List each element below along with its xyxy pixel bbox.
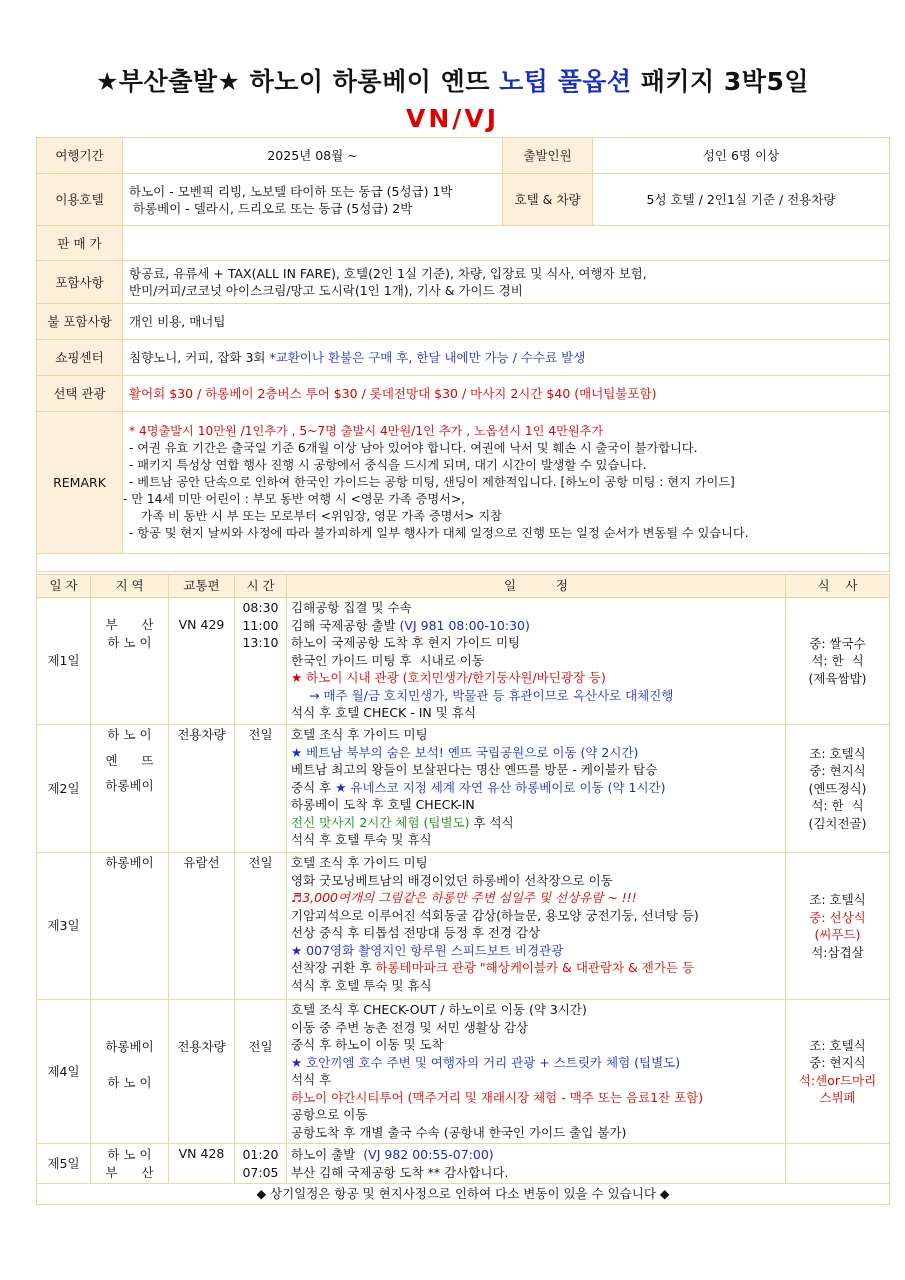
remark-line: 가족 비 동반 시 부 또는 모로부터 <위임장, 영문 가족 증명서> 지참 xyxy=(129,509,502,523)
schedule-table xyxy=(36,574,890,1205)
itinerary-line: 중식 후 하노이 이동 및 도착 xyxy=(291,1037,444,1052)
day5-times xyxy=(235,1144,287,1184)
day2-label: 제2일 xyxy=(37,725,91,853)
meal: 조: 호텔식 xyxy=(809,745,866,761)
day3-area: 하롱베이 xyxy=(91,853,169,1000)
itinerary-line: 호텔 조식 후 가이드 미팅 xyxy=(291,727,428,742)
remark-line: * 4명출발시 10만원 /1인추가 , 5~7명 출발시 4만원/1인 추가 , 노옵션시 1인 4만원추가 xyxy=(129,424,604,438)
meal: 석:센or드마리 xyxy=(798,1072,877,1088)
itinerary-highlight: 전신 맛사지 2시간 체험 (팁별도) xyxy=(291,814,470,830)
day2-time: 전일 xyxy=(235,725,287,853)
title-text-2: 패키지 3박5일 xyxy=(631,67,809,96)
flight-info: (VJ 982 00:55-07:00) xyxy=(363,1147,494,1162)
meal: 조: 호텔식 xyxy=(809,892,866,907)
itinerary-line: → 매주 월/금 호치민생가, 박물관 등 휴관이므로 옥산사로 대체진행 xyxy=(309,687,674,703)
header-date: 일 자 xyxy=(37,575,91,598)
price-label: 판 매 가 xyxy=(37,226,123,261)
day4-area-1: 하롱베이 xyxy=(105,1039,154,1054)
meal: 중: 선상식 xyxy=(809,909,866,925)
day1-area-1: 부 산 xyxy=(105,617,154,632)
day2-area-2: 옌 뜨 xyxy=(105,752,154,768)
day2-area-3: 하롱베이 xyxy=(105,778,154,793)
day5-time-2: 07:05 xyxy=(242,1164,279,1180)
title-text-1: ★부산출발★ 하노이 하롱베이 옌뜨 xyxy=(95,67,500,96)
itinerary-text: 선착장 귀환 후 xyxy=(291,960,376,975)
itinerary-line: 석식 후 xyxy=(291,1072,332,1087)
option-value: 활어회 $30 / 하롱베이 2층버스 투어 $30 / 롯데전망대 $30 / 마사지 2시간 $40 (매너팁불포함) xyxy=(123,376,890,412)
itinerary-line: 한국인 가이드 미팅 후 시내로 이동 xyxy=(291,652,484,668)
itinerary-text: 중식 후 xyxy=(291,779,336,795)
itinerary-line xyxy=(291,779,781,797)
itinerary-line: 하노이 야간시티투어 (맥주거리 및 재래시장 체험 - 맥주 또는 음료1잔 포함) xyxy=(291,1089,704,1105)
day2-meals xyxy=(786,725,890,853)
remark-label: REMARK xyxy=(37,412,123,554)
day1-itinerary xyxy=(287,598,786,725)
itinerary-text: 후 석식 xyxy=(469,814,514,830)
itinerary-line: 석식 후 호텔 투숙 및 휴식 xyxy=(291,977,432,993)
day1-time-1: 08:30 xyxy=(242,600,279,615)
day5-time-1: 01:20 xyxy=(242,1147,279,1162)
hotel-car-label: 호텔 & 차량 xyxy=(503,174,593,226)
itinerary-line: ★ 하노이 시내 관광 (호치민생가/한기둥사원/바딘광장 등) xyxy=(291,670,606,685)
day5-areas xyxy=(91,1144,169,1184)
day1-time-3: 13:10 xyxy=(242,635,279,650)
transport-text: 전용차량 xyxy=(177,1038,226,1054)
info-table xyxy=(36,137,890,572)
itinerary-highlight: ★ 유네스코 지정 세계 자연 유산 하롱베이로 이동 (약 1시간) xyxy=(335,779,666,795)
day1-areas xyxy=(91,598,169,725)
itinerary-line: ★ 호안끼엠 호수 주변 및 여행자의 거리 관광 + 스트릿카 체험 (팁별도) xyxy=(291,1054,681,1070)
itinerary-highlight: 하롱테마파크 관광 "해상케이블카 & 대관람차 & 젠가든 등 xyxy=(375,960,695,975)
hotel-line-2: 하롱베이 - 델라시, 드리오로 또는 동급 (5성급) 2박 xyxy=(129,200,413,216)
day1-label: 제1일 xyxy=(37,598,91,725)
hotel-car-value: 5성 호텔 / 2인1실 기준 / 전용차량 xyxy=(593,174,890,226)
day2-transport: 전용차량 xyxy=(169,725,235,853)
itinerary-line: 기암괴석으로 이루어진 석회동굴 감상(하늘문, 용모양 궁전기둥, 선녀탕 등) xyxy=(291,907,699,923)
meal: 석: 한 식 xyxy=(811,798,864,814)
meal: (제육쌈밥) xyxy=(808,670,867,686)
itinerary-text: 김해 국제공항 출발 xyxy=(291,617,400,633)
itinerary-line: 김해공항 집결 및 수속 xyxy=(291,600,412,615)
flight-info: (VJ 981 08:00-10:30) xyxy=(399,617,530,633)
header-meals: 식 사 xyxy=(786,575,890,598)
itinerary-line: 공항으로 이동 xyxy=(291,1107,368,1122)
day5-itinerary xyxy=(287,1144,786,1184)
day4-label: 제4일 xyxy=(37,1000,91,1144)
period-label: 여행기간 xyxy=(37,138,123,174)
people-label: 출발인원 xyxy=(503,138,593,174)
day1-meals xyxy=(786,598,890,725)
remark-line: - 항공 및 현지 날씨와 사정에 따라 불가피하게 일부 행사가 대체 일정으로 진행 또는 일정 순서가 변동될 수 있습니다. xyxy=(129,526,749,540)
meal: 석:삼겹살 xyxy=(811,944,864,960)
shop-note: *교환이나 환불은 구매 후, 한달 내에만 가능 / 수수료 발생 xyxy=(269,350,586,365)
day5-area-2: 부 산 xyxy=(105,1164,154,1180)
hotel-line-1: 하노이 - 모벤픽 리빙, 노보텔 타이하 또는 동급 (5성급) 1박 xyxy=(129,183,453,199)
remark-value xyxy=(123,412,890,554)
itinerary-line: 베트남 최고의 왕들이 보살핀다는 명산 옌뜨를 방문 - 케이블카 탑승 xyxy=(291,762,658,777)
exclude-value: 개인 비용, 매너팁 xyxy=(123,304,890,340)
page-title xyxy=(0,62,905,98)
meal: 스뷔페 xyxy=(819,1090,856,1105)
day3-meals xyxy=(786,853,890,1000)
footer-note: ◆ 상기일정은 항공 및 현지사정으로 인하여 다소 변동이 있을 수 있습니다 ◆ xyxy=(37,1184,890,1205)
meal: (옌뜨정식) xyxy=(808,780,867,796)
itinerary-line xyxy=(291,617,781,635)
itinerary-line: 부산 김해 국제공항 도착 ** 감사합니다. xyxy=(291,1164,509,1180)
remark-line: - 여권 유효 기간은 출국일 기준 6개월 이상 남아 있어야 합니다. 여권에 낙서 및 훼손 시 출국이 불가합니다. xyxy=(129,441,698,455)
day3-transport: 유람선 xyxy=(169,853,235,1000)
day1-transport: VN 429 xyxy=(169,598,235,725)
day1-time-2: 11:00 xyxy=(242,617,279,633)
day5-area-1: 하 노 이 xyxy=(107,1147,152,1162)
day4-transport xyxy=(169,1000,235,1144)
itinerary-line xyxy=(291,814,781,832)
remark-line: - 만 14세 미만 어린이 : 부모 동반 여행 시 <영문 가족 증명서>, xyxy=(123,492,466,506)
day5-meals xyxy=(786,1144,890,1184)
itinerary-line: 석식 후 호텔 CHECK - IN 및 휴식 xyxy=(291,705,476,720)
itinerary-line: 공항도착 후 개별 출국 수속 (공항내 한국인 가이드 출입 불가) xyxy=(291,1124,627,1140)
meal: 석: 한 식 xyxy=(811,653,864,669)
meal: (김치전골) xyxy=(808,815,867,831)
price-value xyxy=(123,226,890,261)
day5-label: 제5일 xyxy=(37,1144,91,1184)
day1-times xyxy=(235,598,287,725)
shop-label: 쇼핑센터 xyxy=(37,340,123,376)
header-area: 지 역 xyxy=(91,575,169,598)
itinerary-text: 하노이 출발 xyxy=(291,1147,364,1162)
spacer-row xyxy=(37,554,890,572)
day4-time xyxy=(235,1000,287,1144)
time-text: 전일 xyxy=(248,1038,273,1054)
meal: 중: 현지식 xyxy=(809,763,866,779)
itinerary-line: 호텔 조식 후 CHECK-OUT / 하노이로 이동 (약 3시간) xyxy=(291,1002,587,1017)
day3-time: 전일 xyxy=(235,853,287,1000)
include-line-2: 반미/커피/코코넛 아이스크림/망고 도시락(1인 1개), 기사 & 가이드 경비 xyxy=(129,283,523,298)
include-line-1: 항공료, 유류세 + TAX(ALL IN FARE), 호텔(2인 1실 기준), 차량, 입장료 및 식사, 여행자 보험, xyxy=(129,266,647,281)
day5-transport: VN 428 xyxy=(169,1144,235,1184)
people-value: 성인 6명 이상 xyxy=(593,138,890,174)
itinerary-line xyxy=(291,1146,781,1164)
itinerary-line: 영화 굿모닝베트남의 배경이었던 하롱베이 선착장으로 이동 xyxy=(291,872,613,888)
title-highlight: 노팁 풀옵션 xyxy=(499,67,632,96)
exclude-label: 불 포함사항 xyxy=(37,304,123,340)
itinerary-line: 하노이 국제공항 도착 후 현지 가이드 미팅 xyxy=(291,635,521,650)
itinerary-line: ★ 베트남 북부의 숨은 보석! 옌뜨 국립공원으로 이동 (약 2시간) xyxy=(291,744,639,760)
itinerary-line: ★ 007영화 촬영지인 항루원 스피드보트 비경관광 xyxy=(291,942,564,958)
day2-area-1: 하 노 이 xyxy=(107,727,152,742)
remark-line: - 패키지 특성상 연합 행사 진행 시 공항에서 중식을 드시게 되며, 대기 시간이 발생할 수 있습니다. xyxy=(129,458,647,472)
meal: (씨푸드) xyxy=(814,927,861,942)
meal: 중: 현지식 xyxy=(809,1055,866,1070)
header-time: 시 간 xyxy=(235,575,287,598)
hotel-label: 이용호텔 xyxy=(37,174,123,226)
meal: 조: 호텔식 xyxy=(809,1037,866,1053)
day4-areas xyxy=(91,1000,169,1144)
include-label: 포함사항 xyxy=(37,261,123,304)
day2-areas xyxy=(91,725,169,853)
header-itinerary: 일 정 xyxy=(287,575,786,598)
day4-itinerary xyxy=(287,1000,786,1144)
day2-itinerary xyxy=(287,725,786,853)
itinerary-line: 이동 중 주변 농촌 전경 및 서민 생활상 감상 xyxy=(291,1019,529,1035)
include-value xyxy=(123,261,890,304)
header-transport: 교통편 xyxy=(169,575,235,598)
airline-subtitle: VN/VJ xyxy=(405,104,500,133)
option-label: 선택 관광 xyxy=(37,376,123,412)
itinerary-line: 선상 중식 후 티톱섬 전망대 등정 후 전경 감상 xyxy=(291,925,541,940)
day4-area-2: 하 노 이 xyxy=(107,1074,152,1090)
remark-line: - 베트남 공안 단속으로 인하여 한국인 가이드는 공항 미팅, 샌딩이 제한적입니다. [하노이 공항 미팅 : 현지 가이드] xyxy=(129,475,735,489)
hotel-value xyxy=(123,174,503,226)
shop-text: 침향노니, 커피, 잡화 3회 xyxy=(129,350,270,365)
day3-label: 제3일 xyxy=(37,853,91,1000)
day3-itinerary xyxy=(287,853,786,1000)
day1-area-2: 하 노 이 xyxy=(107,634,152,650)
itinerary-line: 하롱베이 도착 후 호텔 CHECK-IN xyxy=(291,797,475,812)
itinerary-line: 호텔 조식 후 가이드 미팅 xyxy=(291,855,428,870)
shop-value xyxy=(123,340,890,376)
meal: 중: 쌀국수 xyxy=(809,635,866,651)
period-value: 2025년 08월 ~ xyxy=(123,138,503,174)
itinerary-line: ♬3,000여개의 그림같은 하롱만 주변 섬일주 및 선상유람 ~ !!! xyxy=(291,890,637,905)
itinerary-line: 석식 후 호텔 투숙 및 휴식 xyxy=(291,832,432,847)
itinerary-line xyxy=(291,959,781,977)
day4-meals xyxy=(786,1000,890,1144)
